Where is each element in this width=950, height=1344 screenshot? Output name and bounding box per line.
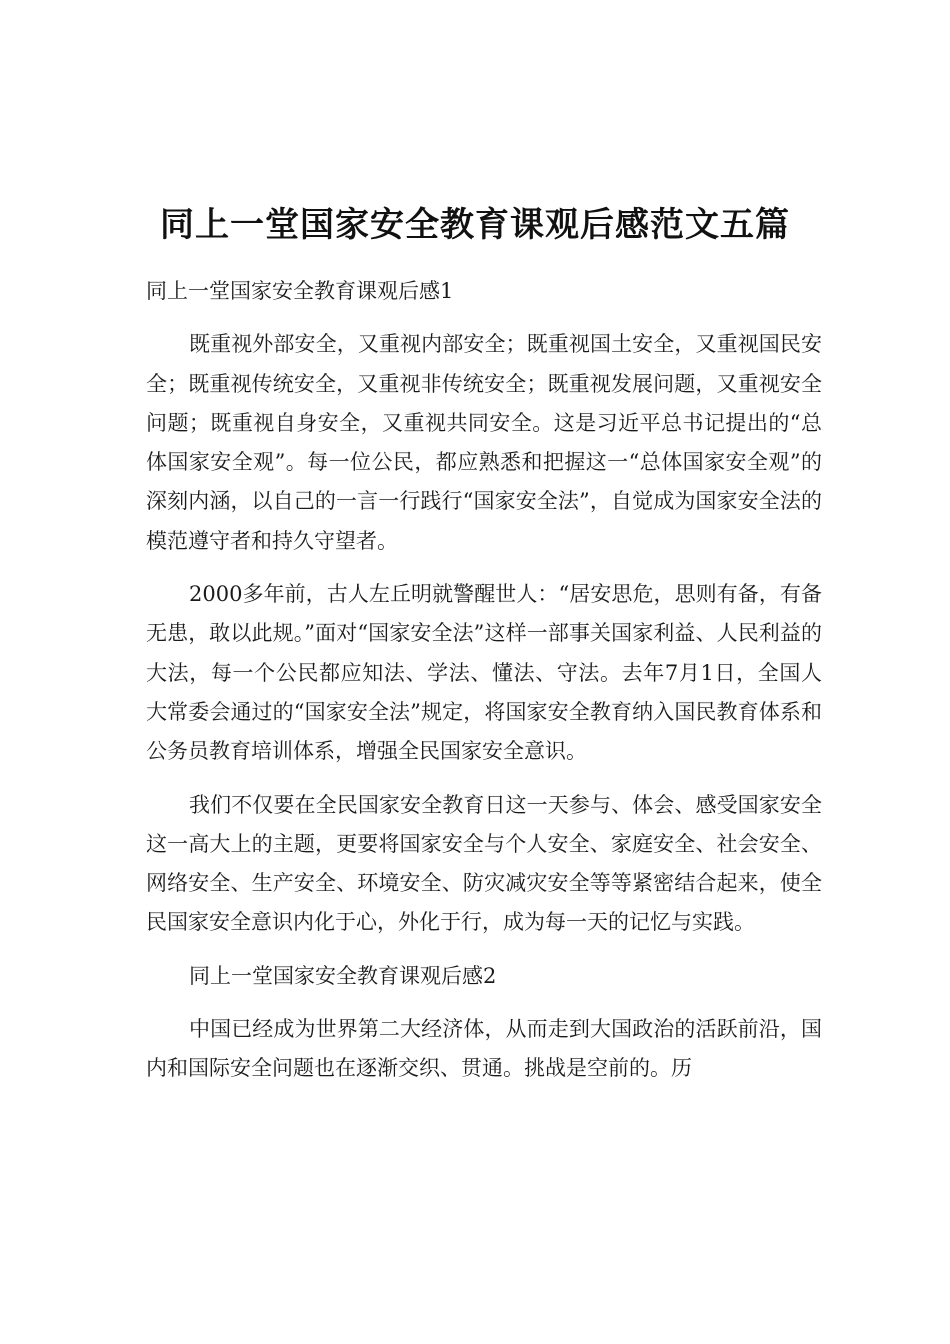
paragraph-4: 中国已经成为世界第二大经济体，从而走到大国政治的活跃前沿，国内和国际安全问题也在逐渐交织、贯通。挑战是空前的。历 — [146, 1017, 822, 1081]
document-body — [146, 272, 822, 1103]
paragraph-2: 2000多年前，古人左丘明就警醒世人：“居安思危，思则有备，有备无患，敢以此规。”面对“国家安全法”这样一部事关国家利益、人民利益的大法，每一个公民都应知法、学法、懂法、守法。去年7月1日，全国人大常委会通过的“国家安全法”规定，将国家安全教育纳入国民教育体系和公务员教育培训体系，增强全民国家安全意识。 — [146, 582, 822, 764]
paragraph-3: 我们不仅要在全民国家安全教育日这一天参与、体会、感受国家安全这一高大上的主题，更要将国家安全与个人安全、家庭安全、社会安全、网络安全、生产安全、环境安全、防灾减灾安全等等紧密结合起来，使全民国家安全意识内化于心，外化于行，成为每一天的记忆与实践。 — [146, 792, 822, 935]
document-title: 同上一堂国家安全教育课观后感范文五篇 — [160, 205, 790, 245]
paragraph-1: 既重视外部安全，又重视内部安全；既重视国土安全，又重视国民安全；既重视传统安全，又重视非传统安全；既重视发展问题，又重视安全问题；既重视自身安全，又重视共同安全。这是习近平总书记提出的“总体国家安全观”。每一位公民，都应熟悉和把握这一“总体国家安全观”的深刻内涵，以自己的一言一行践行“国家安全法”，自觉成为国家安全法的模范遵守者和持久守望者。 — [146, 332, 822, 553]
section-subheading-1: 同上一堂国家安全教育课观后感1 — [146, 279, 454, 303]
section-subheading-2: 同上一堂国家安全教育课观后感2 — [189, 963, 497, 988]
